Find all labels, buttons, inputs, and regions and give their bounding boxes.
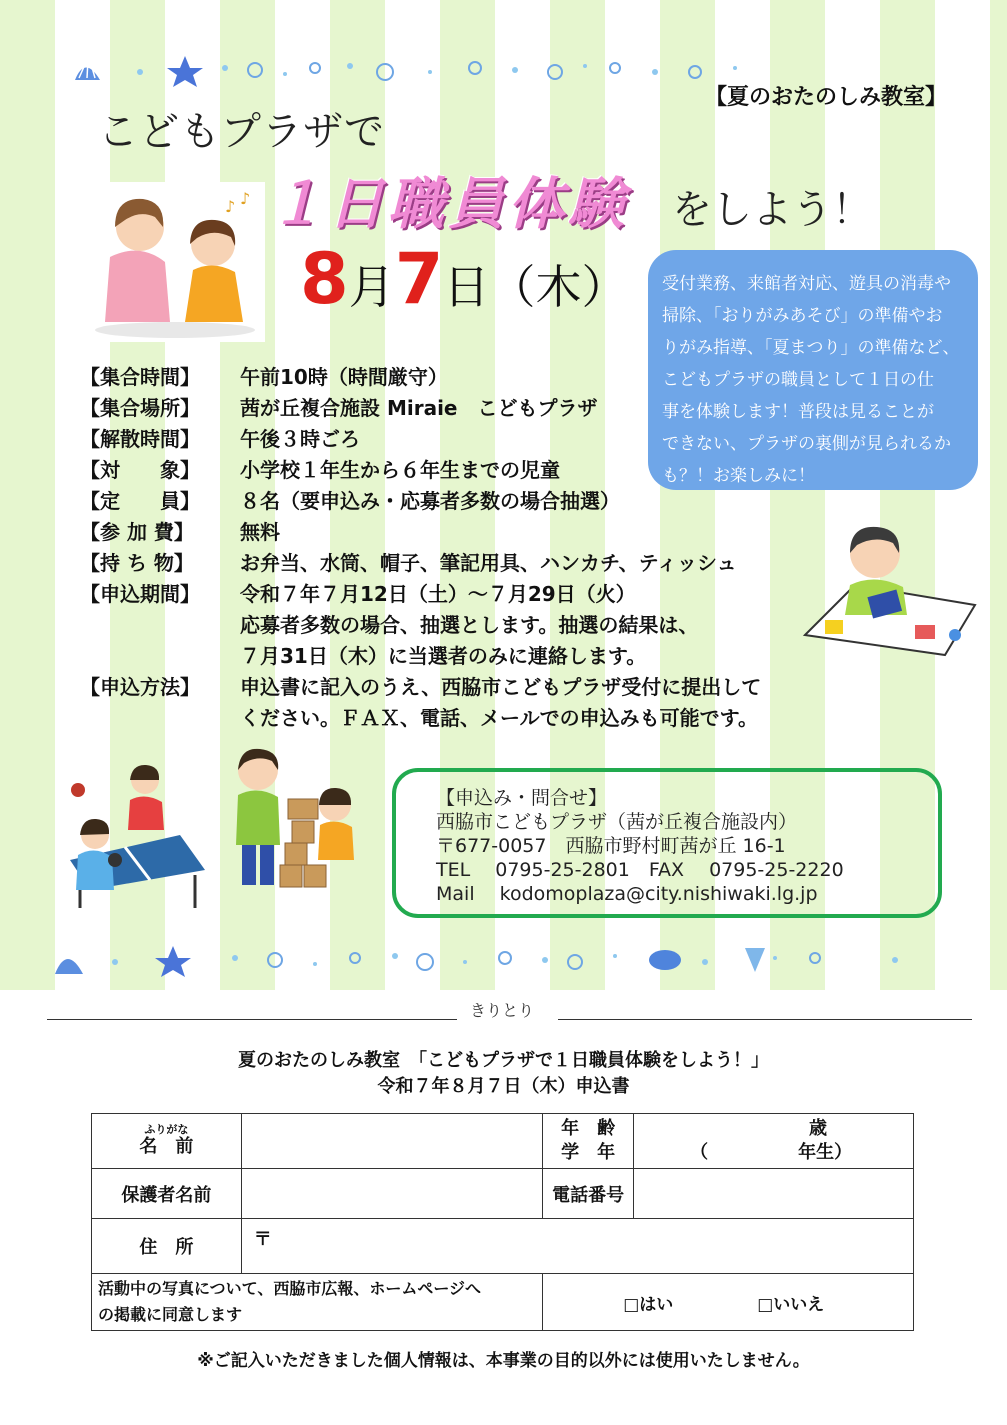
shell-icon (75, 60, 100, 80)
bubble-line: も？！お楽しみに！ (662, 466, 815, 486)
consent-no-checkbox[interactable]: □いいえ (757, 1294, 825, 1315)
fish-icon (649, 950, 681, 970)
bracket-title: 【夏のおたのしみ教室】 (705, 85, 948, 110)
info-row-dismissal: 【解散時間】 午後３時ごろ (80, 427, 360, 451)
furigana-label: ふりがな (144, 1123, 189, 1136)
origami-boy-illustration (795, 515, 980, 660)
privacy-notice: ※ご記入いただきました個人情報は、本事業の目的以外には使用いたしません。 (197, 1351, 810, 1371)
contact-address: 〒677-0057 西脇市野村町茜が丘 16-1 (436, 835, 786, 857)
form-title-line2: 令和７年８月７日（木）申込書 (377, 1076, 630, 1097)
svg-text:♪: ♪ (225, 197, 236, 216)
info-row-apply-period: 【申込期間】 令和７年７月12日（土）～７月29日（火） (80, 582, 636, 606)
address-input-cell[interactable] (241, 1219, 913, 1274)
event-info-list (80, 362, 761, 734)
bubble-line: できない、プラザの裏側が見られるか (662, 434, 951, 454)
info-row-target: 【対 象】 小学校１年生から６年生までの児童 (80, 458, 560, 482)
info-row-apply-method-cont: ください。ＦＡＸ、電話、メールでの申込みも可能です。 (240, 706, 758, 730)
grade-unit: （ 年生） (690, 1142, 853, 1163)
starfish-icon (167, 56, 203, 87)
bubble-line: 受付業務、来館者対応、遊具の消毒や (662, 274, 951, 294)
title-highlight: １日職員体験 (268, 172, 628, 237)
age-unit: 歳 (809, 1118, 827, 1139)
name-input-cell[interactable] (241, 1114, 542, 1169)
title-line1: こどもプラザで (98, 109, 385, 155)
contact-heading: 【申込み・問合せ】 (436, 787, 608, 809)
address-label: 住 所 (92, 1219, 242, 1274)
name-label-cell (92, 1114, 242, 1169)
contact-phone: TEL 0795-25-2801 FAX 0795-25-2220 (436, 859, 844, 881)
info-row-belongings: 【持 ち 物】 お弁当、水筒、帽子、筆記用具、ハンカチ、ティッシュ (80, 551, 737, 575)
contact-name: 西脇市こどもプラザ（茜が丘複合施設内） (436, 811, 798, 833)
age-label: 年 齢 (561, 1118, 616, 1139)
info-row-gather-time: 【集合時間】 午前10時（時間厳守） (80, 365, 448, 389)
consent-yes-checkbox[interactable]: □はい (623, 1294, 674, 1315)
guardian-input-cell[interactable] (241, 1169, 542, 1219)
shell-fan-icon (745, 948, 765, 972)
name-label: 名 前 (139, 1136, 194, 1157)
svg-text:♪: ♪ (240, 189, 251, 208)
age-grade-label-cell (543, 1114, 634, 1169)
info-row-apply-period-cont: 応募者多数の場合、抽選とします。抽選の結果は、 (240, 613, 699, 637)
form-title-line1: 夏のおたのしみ教室 「こどもプラザで１日職員体験をしよう！」 (238, 1050, 769, 1071)
info-row-apply-method: 【申込方法】 申込書に記入のうえ、西脇市こどもプラザ受付に提出して (80, 675, 762, 699)
info-row-capacity: 【定 員】 ８名（要申込み・応募者多数の場合抽選） (80, 489, 620, 513)
table-tennis-illustration (60, 760, 210, 910)
block-building-illustration (230, 745, 360, 895)
info-row-gather-place: 【集合場所】 茜が丘複合施設 Miraie こどもプラザ (80, 396, 598, 420)
consent-line2: の掲載に同意します (98, 1305, 243, 1324)
cut-label: きりとり (470, 1001, 535, 1020)
contact-box (392, 768, 942, 918)
photo-consent-label (92, 1274, 543, 1331)
age-grade-input-cell[interactable] (634, 1114, 914, 1169)
cut-line-left (47, 1019, 457, 1020)
date-month-unit: 月 (348, 260, 395, 314)
application-form-table (91, 1113, 914, 1331)
photo-consent-options (543, 1274, 914, 1331)
postal-mark: 〒 (253, 1229, 272, 1250)
contact-mail[interactable]: Mail kodomoplaza@city.nishiwaki.lg.jp (436, 883, 818, 905)
bubble-line: こどもプラザの職員として１日の仕 (662, 370, 934, 390)
info-row-fee: 【参 加 費】 無料 (80, 520, 280, 544)
guardian-label: 保護者名前 (92, 1169, 242, 1219)
consent-line1: 活動中の写真について、西脇市広報、ホームページへ (98, 1279, 482, 1298)
phone-input-cell[interactable] (634, 1169, 914, 1219)
bottom-bubble-border (55, 940, 935, 980)
bubble-line: りがみ指導、「夏まつり」の準備など、 (662, 338, 960, 358)
cut-line-right (558, 1019, 972, 1020)
shell-icon (55, 959, 83, 974)
bubble-line: 掃除、「おりがみあそび」の準備やお (662, 306, 943, 326)
info-row-apply-period-cont: ７月31日（木）に当選者のみに連絡します。 (240, 644, 647, 668)
date-day: 7 (394, 238, 444, 320)
grade-label: 学 年 (561, 1142, 616, 1163)
date-month: 8 (300, 238, 349, 320)
teacher-child-illustration (85, 182, 265, 342)
date-day-unit: 日（木） (443, 260, 628, 314)
starfish-icon (155, 946, 191, 977)
bubble-line: 事を体験します！普段は見ることが (662, 402, 934, 422)
phone-label: 電話番号 (543, 1169, 634, 1219)
event-date (300, 238, 627, 320)
title-suffix: をしよう！ (672, 187, 872, 233)
